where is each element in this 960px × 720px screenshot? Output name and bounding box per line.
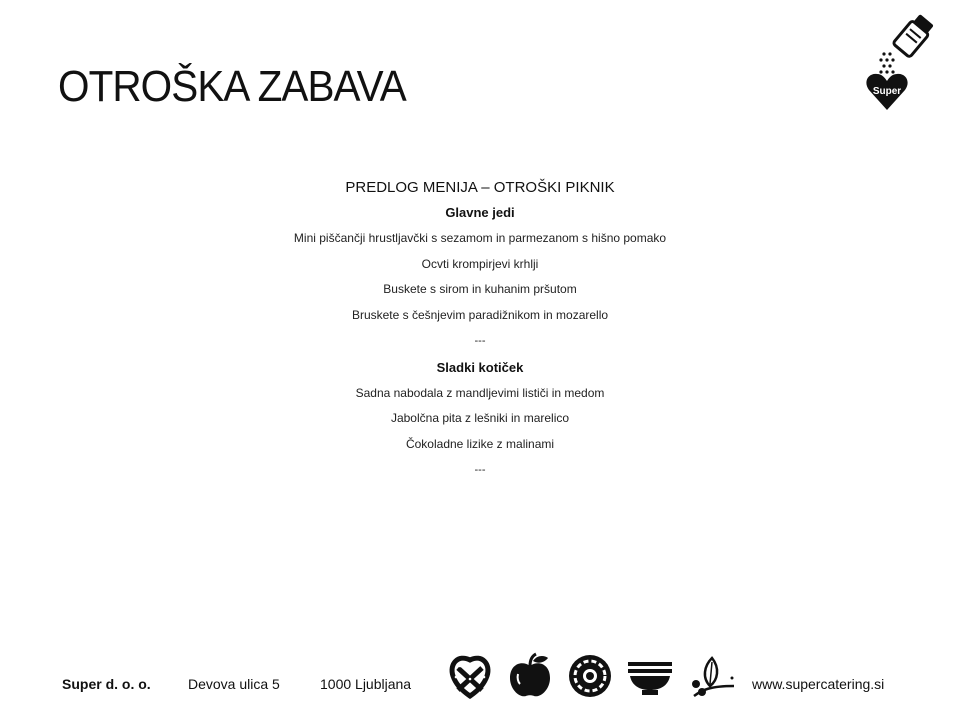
apple-icon	[506, 652, 554, 700]
leaf-branch-icon	[688, 652, 738, 700]
menu-row: Bruskete s češnjevim paradižnikom in mozarello	[351, 308, 609, 323]
menu-row: Jabolčna pita z lešniki in marelico	[390, 411, 570, 426]
menu-row: Buskete s sirom in kuhanim pršutom	[383, 282, 577, 297]
menu-row: Sladki kotiček	[436, 359, 524, 375]
menu-separator: ---	[474, 334, 486, 347]
logo-text: Super	[872, 86, 902, 97]
menu-row: Ocvti krompirjevi krhlji	[421, 256, 539, 271]
pretzel-icon	[446, 652, 494, 700]
footer-company: Super d. o. o.	[62, 676, 151, 692]
slide-title: OTROŠKA ZABAVA	[58, 62, 406, 111]
footer-street: Devova ulica 5	[188, 676, 280, 692]
menu-row: Glavne jedi	[445, 205, 515, 220]
menu-proposal	[230, 176, 730, 484]
footer-city: 1000 Ljubljana	[320, 676, 412, 692]
menu-row: Sadna nabodala z mandljevimi lističi in medom	[355, 385, 605, 400]
menu-row: Mini piščančji hrustljavčki s sezamom in parmezanom s hišno pomako	[293, 230, 667, 245]
salt-shaker-heart-logo	[864, 10, 940, 114]
menu-row: Čokoladne lizike z malinami	[405, 437, 555, 452]
donut-icon	[566, 652, 614, 700]
footer-website[interactable]: www.supercatering.si	[752, 676, 885, 692]
menu-heading: PREDLOG MENIJA – OTROŠKI PIKNIK	[345, 179, 615, 196]
bowl-icon	[626, 652, 674, 700]
footer	[0, 640, 960, 720]
menu-separator: ---	[474, 463, 486, 476]
